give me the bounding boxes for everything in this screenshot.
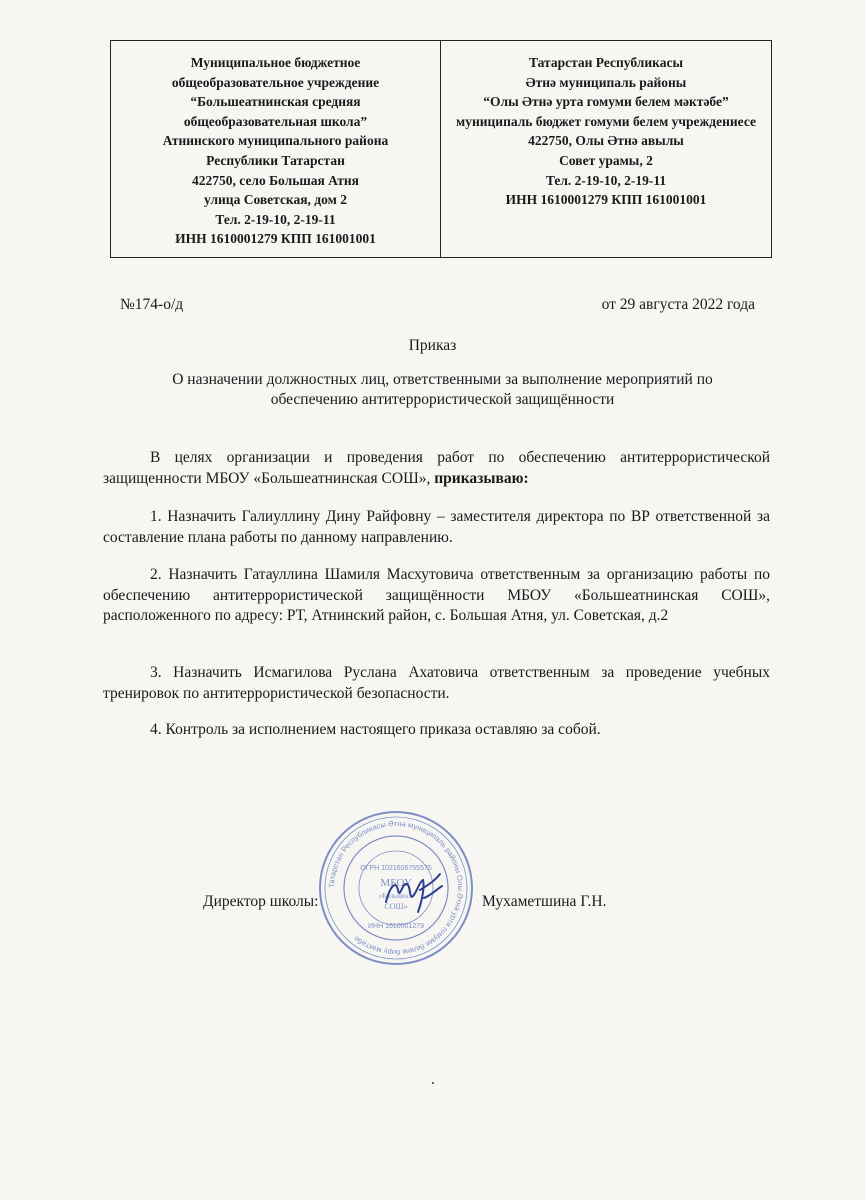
intro-text: В целях организации и проведения работ по обеспечению антитеррористической защищенности МБОУ «Большеатнинская СОШ»,: [103, 449, 770, 487]
letterhead-line: 422750, Олы Әтнә авылы: [528, 133, 684, 149]
order-subject: [110, 370, 775, 410]
letterhead-line: Тел. 2-19-10, 2-19-11: [545, 172, 667, 188]
seal-center-sub: «Большеа...: [378, 892, 414, 900]
letterhead-line: Атнинского муниципального района: [162, 133, 389, 149]
signature-position: Директор школы:: [203, 893, 319, 910]
order-number: №174-о/д: [120, 296, 184, 313]
letterhead-line: улица Советская, дом 2: [204, 192, 347, 208]
signature-name: Мухаметшина Г.Н.: [482, 893, 607, 910]
seal-ogrn: ОГРН 1021606755575: [360, 865, 432, 872]
seal-ring-text: Татарстан Республикасы Әтнә муниципаль районы Олы Әтнә урта гомуми белем бирү мәктәбе: [326, 818, 466, 958]
letterhead-line: Совет урамы, 2: [559, 152, 653, 168]
subject-line: обеспечению антитеррористической защищённости: [270, 391, 615, 408]
order-item: 1. Назначить Галиуллину Дину Райфовну – заместителя директора по ВР ответственной за составление плана работы по данному направлению.: [103, 508, 770, 546]
letterhead-russian: [111, 41, 441, 257]
letterhead-table: [110, 40, 772, 258]
document-title: Приказ: [408, 337, 457, 354]
order-date: от 29 августа 2022 года: [601, 296, 755, 313]
letterhead-line: общеобразовательное учреждение: [171, 74, 380, 90]
intro-paragraph: [103, 448, 770, 489]
subject-line: О назначении должностных лиц, ответственными за выполнение мероприятий по: [172, 371, 713, 388]
intro-directive: приказываю:: [434, 469, 529, 487]
order-item: 4. Контроль за исполнением настоящего приказа оставляю за собой.: [150, 721, 601, 738]
letterhead-line: Тел. 2-19-10, 2-19-11: [215, 211, 336, 227]
letterhead-line: ИНН 1610001279 КПП 161001001: [505, 192, 707, 208]
handwritten-signature: [380, 868, 450, 916]
letterhead-line: Әтнә муниципаль районы: [525, 74, 687, 90]
letterhead-line: общеобразовательная школа”: [183, 113, 368, 129]
letterhead-line: Республики Татарстан: [206, 152, 345, 168]
letterhead-line: Татарстан Республикасы: [528, 55, 683, 70]
order-item: 3. Назначить Исмагилова Руслана Ахатовича ответственным за проведение учебных тренировок по антитеррористической безопасности.: [103, 664, 770, 702]
letterhead-line: “Большеатнинская средняя: [190, 94, 361, 110]
seal-center-bottom: СОШ»: [384, 902, 408, 911]
letterhead-line: “Олы Әтнә урта гомуми белем мәктәбе”: [483, 94, 729, 110]
letterhead-line: Муниципальное бюджетное: [190, 55, 361, 70]
seal-center-text: МБОУ: [380, 877, 412, 889]
scan-speck: [432, 1082, 434, 1084]
letterhead-line: 422750, село Большая Атня: [192, 172, 359, 188]
letterhead-line: муниципаль бюджет гомуми белем учреждениесе: [456, 113, 756, 129]
order-item: 2. Назначить Гатауллина Шамиля Масхутовича ответственным за организацию работы по обеспечению антитеррористической защищённости МБОУ «Большеатнинская СОШ», расположенного по адресу: РТ, Атнинский район, с. Большая Атня, ул. Советская, д.2: [103, 566, 770, 624]
letterhead-line: ИНН 1610001279 КПП 161001001: [175, 231, 376, 247]
seal-inn: ИНН 1610001279: [367, 923, 425, 930]
letterhead-tatar: [441, 41, 771, 257]
